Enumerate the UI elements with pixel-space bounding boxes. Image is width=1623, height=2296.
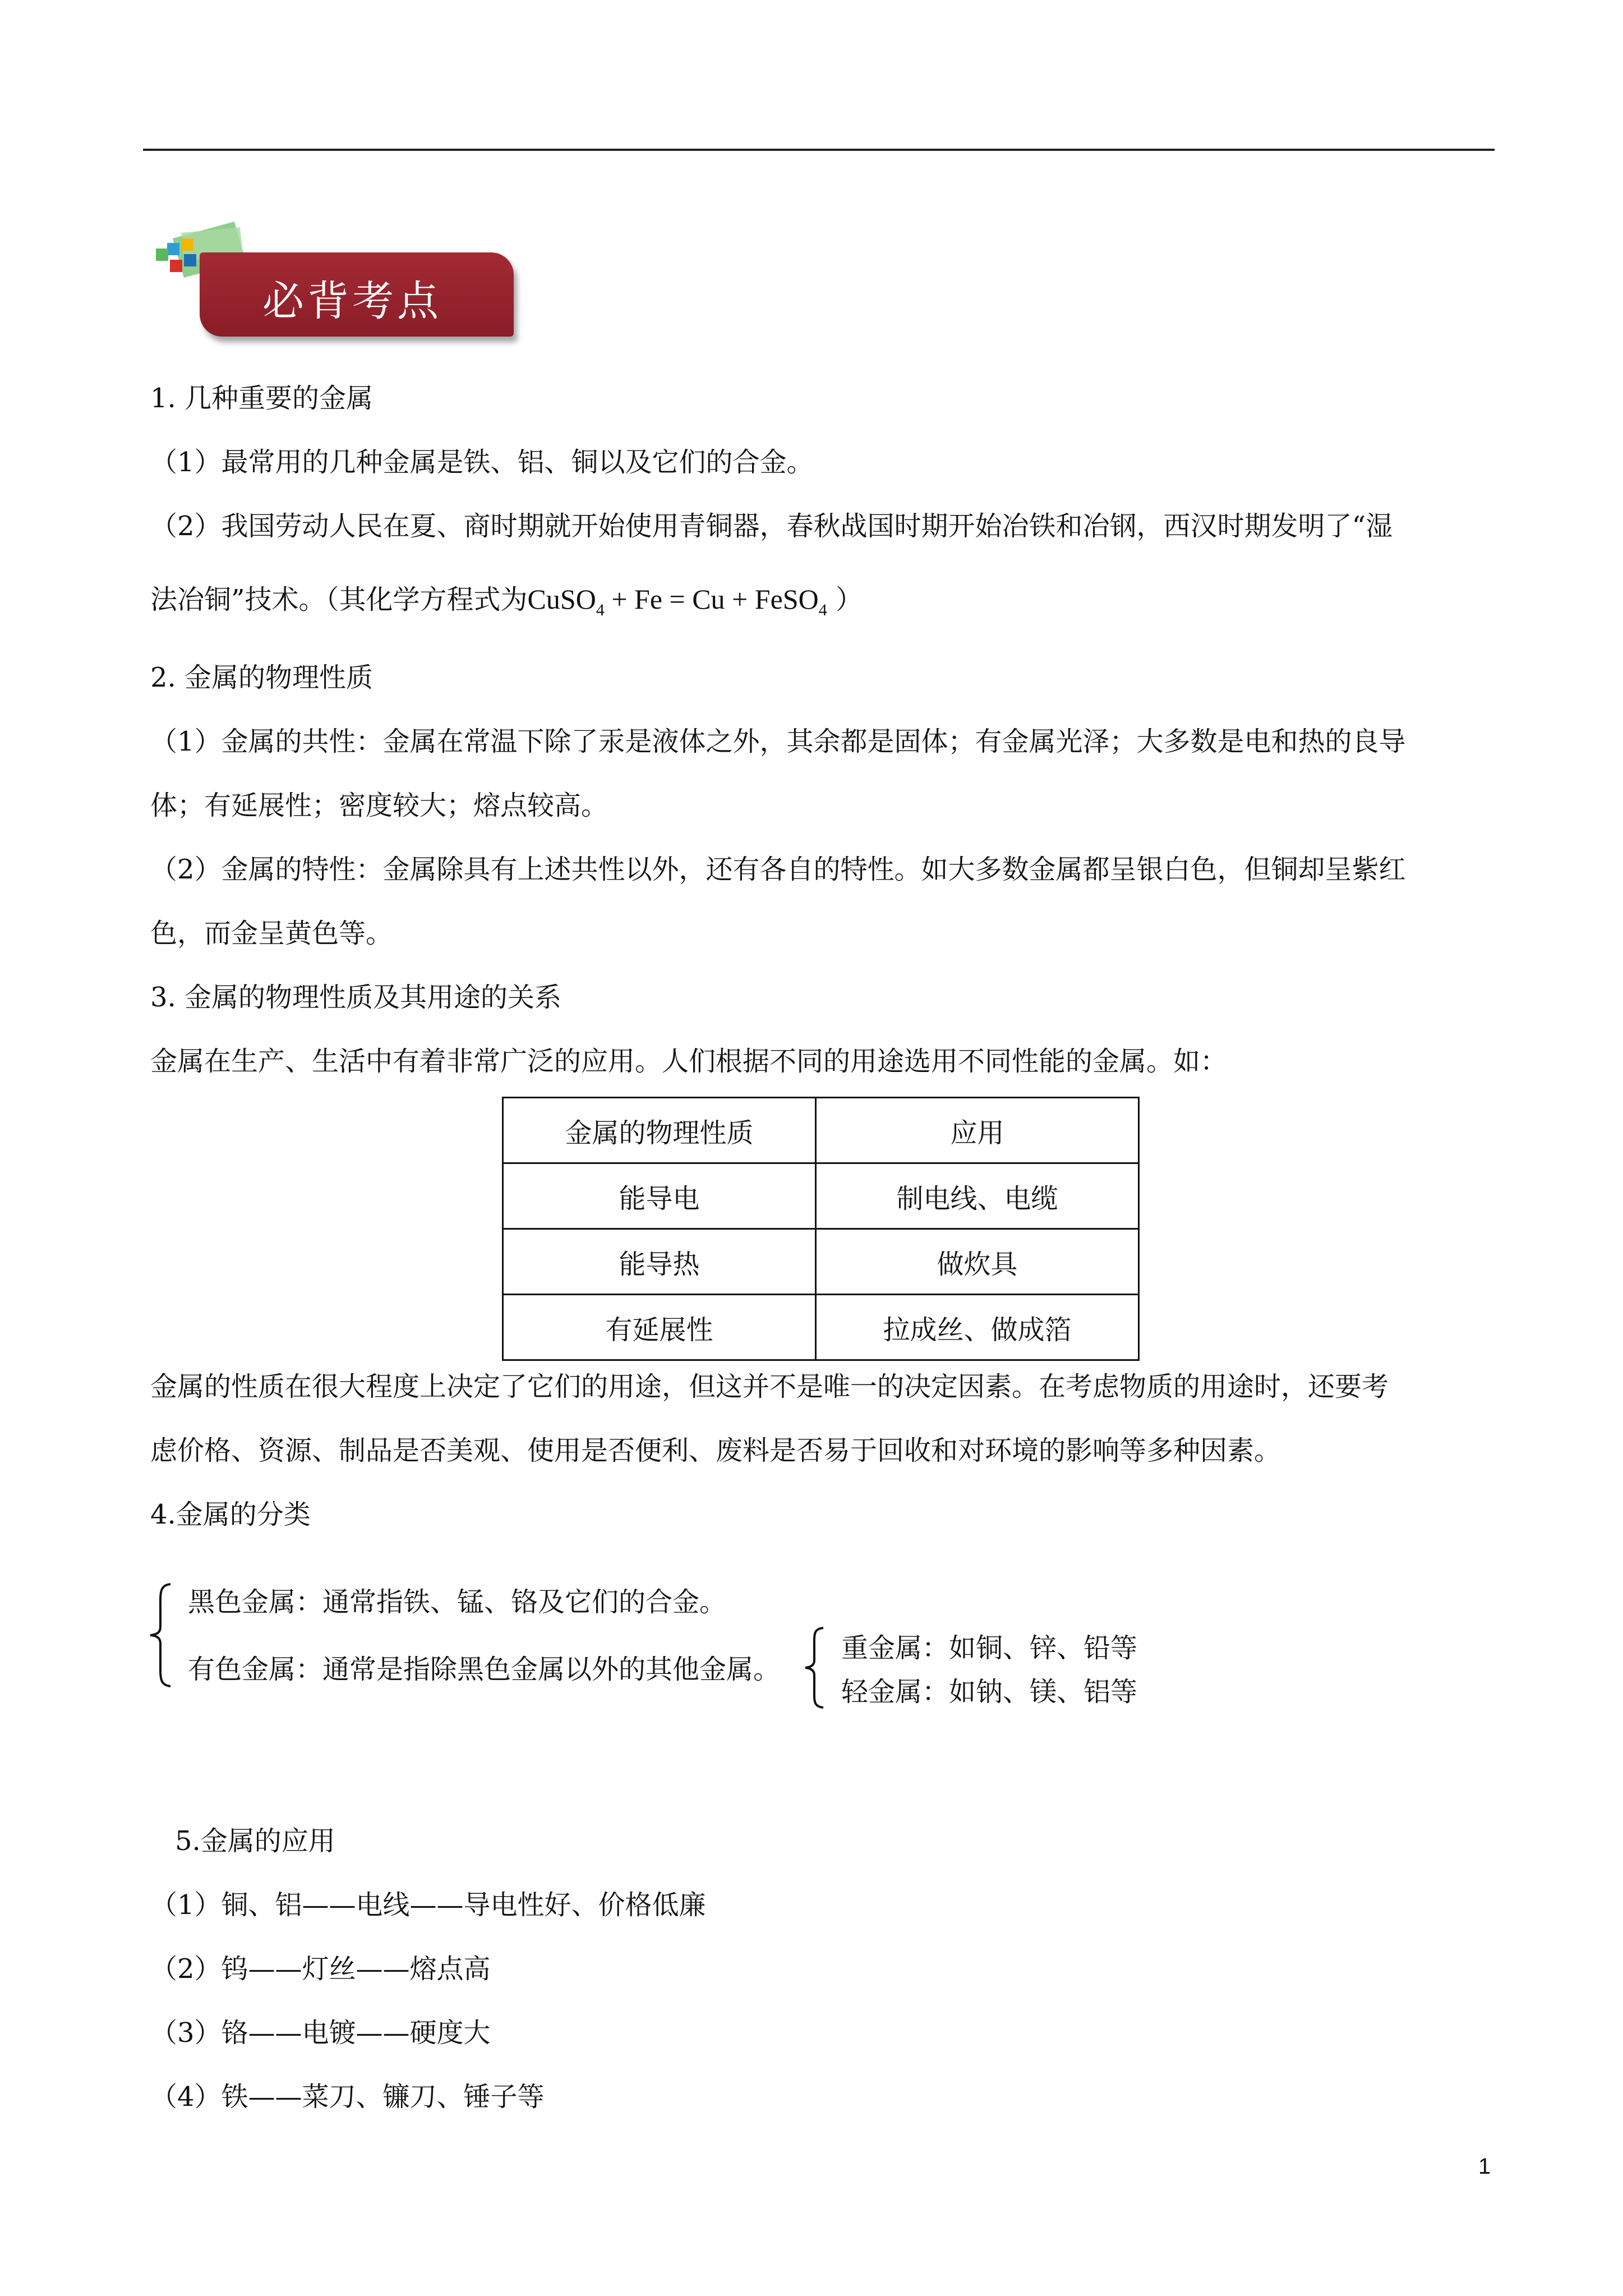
list-item: （1）铜、铝——电线——导电性好、价格低廉 <box>150 1889 706 1921</box>
s3-after-a: 金属的性质在很大程度上决定了它们的用途，但这并不是唯一的决定因素。在考虑物质的用途时，还要考 <box>150 1371 1389 1402</box>
badge-title: 必背考点 <box>262 277 442 325</box>
heavy-metals: 重金属：如铜、锌、铅等 <box>841 1632 1138 1664</box>
s1-paragraph-1: （1）最常用的几种金属是铁、铝、铜以及它们的合金。 <box>150 447 814 478</box>
table-header-cell: 应用 <box>816 1098 1139 1163</box>
right-brace-icon <box>802 1626 827 1710</box>
table-cell: 制电线、电缆 <box>816 1163 1139 1229</box>
table-header-cell: 金属的物理性质 <box>503 1098 816 1163</box>
eq-close: ） <box>827 584 863 615</box>
section-4-title: 4.金属的分类 <box>150 1499 311 1530</box>
s2-paragraph-2a: （2）金属的特性：金属除具有上述共性以外，还有各自的特性。如大多数金属都呈银白色，但铜却呈紫红 <box>150 854 1406 885</box>
s1-paragraph-2b-text: 法冶铜”技术。（其化学方程式为 <box>150 584 528 615</box>
s2-paragraph-1b: 体；有延展性；密度较大；熔点较高。 <box>150 790 608 821</box>
list-item: （2）钨——灯丝——熔点高 <box>150 1953 491 1985</box>
section-3-title: 3. 金属的物理性质及其用途的关系 <box>150 982 562 1013</box>
s1-paragraph-2b <box>150 581 863 628</box>
table-cell: 做炊具 <box>816 1229 1139 1295</box>
eq-sub-2: 4 <box>818 601 827 619</box>
table-row <box>503 1295 1139 1360</box>
header-rule <box>143 149 1495 151</box>
colored-metals: 有色金属：通常是指除黑色金属以外的其他金属。 <box>188 1654 781 1685</box>
properties-table <box>502 1097 1140 1361</box>
black-metals: 黑色金属：通常指铁、锰、铬及它们的合金。 <box>188 1586 727 1618</box>
table-cell: 能导热 <box>503 1229 816 1295</box>
table-row <box>503 1229 1139 1295</box>
section-1-title: 1. 几种重要的金属 <box>150 383 374 414</box>
section-2-title: 2. 金属的物理性质 <box>150 662 374 693</box>
table-cell: 能导电 <box>503 1163 816 1229</box>
s3-intro: 金属在生产、生活中有着非常广泛的应用。人们根据不同的用途选用不同性能的金属。如： <box>150 1046 1228 1077</box>
badge-banner <box>200 252 514 337</box>
left-brace-icon <box>147 1582 175 1688</box>
section-badge <box>150 222 520 351</box>
light-metals: 轻金属：如钠、镁、铝等 <box>841 1676 1138 1708</box>
s2-paragraph-2b: 色，而金呈黄色等。 <box>150 918 393 949</box>
table-header-row <box>503 1098 1139 1163</box>
s2-paragraph-1a: （1）金属的共性：金属在常温下除了汞是液体之外，其余都是固体；有金属光泽；大多数是电和热的良导 <box>150 726 1406 757</box>
list-item: （3）铬——电镀——硬度大 <box>150 2017 491 2049</box>
eq-sub-1: 4 <box>596 601 605 619</box>
table-cell: 有延展性 <box>503 1295 816 1360</box>
eq-cuso: CuSO <box>527 583 596 615</box>
table-row <box>503 1163 1139 1229</box>
s1-paragraph-2a: （2）我国劳动人民在夏、商时期就开始使用青铜器，春秋战国时期开始冶铁和冶钢，西汉时期发明了“湿 <box>150 510 1393 542</box>
equation <box>527 583 827 619</box>
s3-after-b: 虑价格、资源、制品是否美观、使用是否便利、废料是否易于回收和对环境的影响等多种因素。 <box>150 1435 1281 1466</box>
list-item: （4）铁——菜刀、镰刀、锤子等 <box>150 2081 545 2113</box>
section-5-title: 5.金属的应用 <box>175 1825 335 1857</box>
eq-middle: + Fe = Cu + FeSO <box>604 583 819 615</box>
table-cell: 拉成丝、做成箔 <box>816 1295 1139 1360</box>
page-number: 1 <box>1478 2154 1491 2179</box>
